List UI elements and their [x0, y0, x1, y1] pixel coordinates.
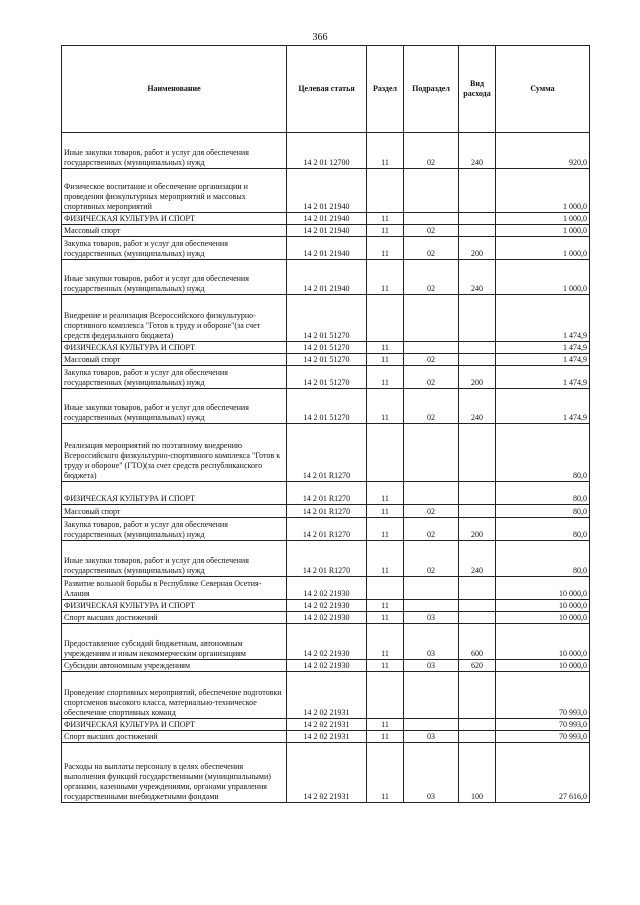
cell-name: Массовый спорт: [62, 225, 287, 237]
cell-expense-type: 240: [459, 541, 496, 577]
table-row: [62, 518, 590, 541]
cell-name: Развитие вольной борьбы в Республике Северная Осетия-Алания: [62, 577, 287, 600]
cell-name: ФИЗИЧЕСКАЯ КУЛЬТУРА И СПОРТ: [62, 719, 287, 731]
cell-section: 11: [367, 482, 404, 505]
cell-name: Проведение спортивных мероприятий, обеспечение подготовки спортсменов высокого класса, материально-техническое обеспечение спортивных команд: [62, 672, 287, 719]
cell-code: 14 2 02 21930: [287, 600, 367, 612]
cell-sum: 1 000,0: [496, 260, 590, 295]
cell-subsection: 02: [404, 225, 459, 237]
cell-expense-type: [459, 342, 496, 354]
cell-section: 11: [367, 366, 404, 389]
cell-section: 11: [367, 342, 404, 354]
cell-code: 14 2 01 R1270: [287, 482, 367, 505]
cell-sum: 80,0: [496, 424, 590, 482]
table-row: [62, 342, 590, 354]
cell-subsection: 03: [404, 612, 459, 624]
cell-name: Спорт высших достижений: [62, 612, 287, 624]
cell-name: Закупка товаров, работ и услуг для обеспечения государственных (муниципальных) нужд: [62, 366, 287, 389]
cell-code: 14 2 01 R1270: [287, 518, 367, 541]
cell-section: 11: [367, 260, 404, 295]
cell-name: Иные закупки товаров, работ и услуг для обеспечения государственных (муниципальных) нужд: [62, 541, 287, 577]
table-row: [62, 424, 590, 482]
cell-section: 11: [367, 719, 404, 731]
cell-sum: 70 993,0: [496, 731, 590, 743]
table-row: [62, 354, 590, 366]
table-row: [62, 600, 590, 612]
table-row: [62, 719, 590, 731]
cell-expense-type: 600: [459, 624, 496, 660]
cell-sum: 1 474,9: [496, 342, 590, 354]
cell-sum: 80,0: [496, 518, 590, 541]
cell-code: 14 2 01 51270: [287, 389, 367, 424]
cell-code: 14 2 01 51270: [287, 295, 367, 342]
cell-code: 14 2 02 21930: [287, 612, 367, 624]
cell-expense-type: [459, 225, 496, 237]
cell-code: 14 2 01 R1270: [287, 541, 367, 577]
cell-section: [367, 295, 404, 342]
cell-name: ФИЗИЧЕСКАЯ КУЛЬТУРА И СПОРТ: [62, 213, 287, 225]
cell-code: 14 2 01 51270: [287, 354, 367, 366]
cell-subsection: 03: [404, 731, 459, 743]
cell-code: 14 2 01 R1270: [287, 424, 367, 482]
cell-section: 11: [367, 541, 404, 577]
cell-subsection: 02: [404, 133, 459, 169]
cell-code: 14 2 02 21931: [287, 743, 367, 803]
cell-section: [367, 169, 404, 213]
cell-subsection: [404, 169, 459, 213]
cell-section: 11: [367, 133, 404, 169]
cell-name: Массовый спорт: [62, 505, 287, 518]
cell-code: 14 2 02 21931: [287, 672, 367, 719]
cell-name: Предоставление субсидий бюджетным, автономным учреждениям и иным некоммерческим организациям: [62, 624, 287, 660]
cell-code: 14 2 01 21940: [287, 260, 367, 295]
cell-expense-type: [459, 505, 496, 518]
cell-section: 11: [367, 600, 404, 612]
cell-section: 11: [367, 225, 404, 237]
cell-sum: 1 000,0: [496, 237, 590, 260]
cell-sum: 70 993,0: [496, 719, 590, 731]
cell-code: 14 2 01 51270: [287, 366, 367, 389]
table-row: [62, 660, 590, 672]
cell-code: 14 2 01 51270: [287, 342, 367, 354]
cell-section: 11: [367, 213, 404, 225]
table-header-row: [62, 46, 590, 133]
cell-expense-type: [459, 600, 496, 612]
cell-section: [367, 577, 404, 600]
table-body: [62, 133, 590, 803]
table-row: [62, 624, 590, 660]
cell-section: 11: [367, 660, 404, 672]
cell-sum: 10 000,0: [496, 612, 590, 624]
cell-subsection: [404, 719, 459, 731]
cell-expense-type: [459, 731, 496, 743]
cell-name: Реализация мероприятий по поэтапному внедрению Всероссийского физкультурно-спортивного комплекса "Готов к труду и обороне" (ГТО)(за счет средств республиканского бюджета): [62, 424, 287, 482]
cell-subsection: 02: [404, 366, 459, 389]
cell-code: 14 2 01 21940: [287, 169, 367, 213]
cell-name: Расходы на выплаты персоналу в целях обеспечения выполнения функций государственными (муниципальными) органами, казенными учреждениями, органами управления государственными внебюджетными фондами: [62, 743, 287, 803]
cell-expense-type: 620: [459, 660, 496, 672]
cell-name: Закупка товаров, работ и услуг для обеспечения государственных (муниципальных) нужд: [62, 518, 287, 541]
cell-sum: 10 000,0: [496, 624, 590, 660]
cell-subsection: 02: [404, 518, 459, 541]
cell-sum: 1 474,9: [496, 295, 590, 342]
cell-section: 11: [367, 237, 404, 260]
cell-expense-type: [459, 424, 496, 482]
cell-sum: 10 000,0: [496, 577, 590, 600]
cell-code: 14 2 01 12700: [287, 133, 367, 169]
cell-name: Иные закупки товаров, работ и услуг для обеспечения государственных (муниципальных) нужд: [62, 389, 287, 424]
cell-sum: 1 000,0: [496, 169, 590, 213]
header-subsection: Подраздел: [404, 46, 459, 133]
header-section: Раздел: [367, 46, 404, 133]
cell-name: ФИЗИЧЕСКАЯ КУЛЬТУРА И СПОРТ: [62, 600, 287, 612]
cell-name: Спорт высших достижений: [62, 731, 287, 743]
table-row: [62, 295, 590, 342]
cell-subsection: 02: [404, 505, 459, 518]
cell-name: Массовый спорт: [62, 354, 287, 366]
table-row: [62, 366, 590, 389]
cell-sum: 80,0: [496, 541, 590, 577]
cell-subsection: 02: [404, 260, 459, 295]
table-row: [62, 505, 590, 518]
cell-expense-type: [459, 612, 496, 624]
table-row: [62, 577, 590, 600]
cell-section: 11: [367, 612, 404, 624]
cell-subsection: [404, 213, 459, 225]
cell-sum: 1 474,9: [496, 354, 590, 366]
cell-section: [367, 672, 404, 719]
cell-section: 11: [367, 505, 404, 518]
cell-sum: 80,0: [496, 482, 590, 505]
cell-expense-type: 240: [459, 389, 496, 424]
cell-subsection: 03: [404, 743, 459, 803]
cell-subsection: [404, 600, 459, 612]
budget-table: [61, 45, 590, 803]
cell-name: ФИЗИЧЕСКАЯ КУЛЬТУРА И СПОРТ: [62, 342, 287, 354]
cell-subsection: [404, 672, 459, 719]
cell-code: 14 2 02 21930: [287, 577, 367, 600]
cell-expense-type: [459, 719, 496, 731]
cell-code: 14 2 01 21940: [287, 225, 367, 237]
cell-name: Физическое воспитание и обеспечение организации и проведения физкультурных мероприятий и массовых спортивных мероприятий: [62, 169, 287, 213]
cell-section: 11: [367, 518, 404, 541]
cell-expense-type: 240: [459, 133, 496, 169]
cell-expense-type: [459, 295, 496, 342]
cell-subsection: 02: [404, 354, 459, 366]
table-row: [62, 672, 590, 719]
table-row: [62, 731, 590, 743]
cell-expense-type: [459, 213, 496, 225]
cell-section: 11: [367, 743, 404, 803]
cell-subsection: 03: [404, 660, 459, 672]
cell-expense-type: [459, 577, 496, 600]
cell-name: Иные закупки товаров, работ и услуг для обеспечения государственных (муниципальных) нужд: [62, 133, 287, 169]
table-row: [62, 260, 590, 295]
cell-subsection: 02: [404, 237, 459, 260]
cell-sum: 1 000,0: [496, 225, 590, 237]
cell-sum: 1 000,0: [496, 213, 590, 225]
cell-subsection: [404, 295, 459, 342]
cell-expense-type: [459, 672, 496, 719]
cell-code: 14 2 02 21930: [287, 660, 367, 672]
table-row: [62, 482, 590, 505]
cell-section: 11: [367, 389, 404, 424]
table-row: [62, 743, 590, 803]
table-row: [62, 225, 590, 237]
page-number: 366: [312, 32, 328, 43]
cell-expense-type: 100: [459, 743, 496, 803]
cell-subsection: [404, 577, 459, 600]
cell-name: Закупка товаров, работ и услуг для обеспечения государственных (муниципальных) нужд: [62, 237, 287, 260]
cell-expense-type: 200: [459, 237, 496, 260]
cell-sum: 920,0: [496, 133, 590, 169]
cell-code: 14 2 02 21931: [287, 719, 367, 731]
table-row: [62, 213, 590, 225]
cell-code: 14 2 02 21931: [287, 731, 367, 743]
cell-code: 14 2 02 21930: [287, 624, 367, 660]
cell-name: Внедрение и реализация Всероссийского физкультурно-спортивного комплекса "Готов к труду и обороне"(за счет средств федерального бюджета): [62, 295, 287, 342]
cell-code: 14 2 01 R1270: [287, 505, 367, 518]
cell-sum: 1 474,9: [496, 389, 590, 424]
cell-sum: 27 616,0: [496, 743, 590, 803]
header-code: Целевая статья: [287, 46, 367, 133]
cell-expense-type: [459, 169, 496, 213]
table-row: [62, 389, 590, 424]
cell-expense-type: 200: [459, 518, 496, 541]
cell-code: 14 2 01 21940: [287, 237, 367, 260]
cell-expense-type: 200: [459, 366, 496, 389]
table-row: [62, 133, 590, 169]
cell-subsection: 03: [404, 624, 459, 660]
table-row: [62, 612, 590, 624]
cell-sum: 10 000,0: [496, 660, 590, 672]
cell-code: 14 2 01 21940: [287, 213, 367, 225]
cell-sum: 80,0: [496, 505, 590, 518]
table-row: [62, 541, 590, 577]
table-row: [62, 237, 590, 260]
cell-subsection: [404, 482, 459, 505]
cell-section: 11: [367, 731, 404, 743]
cell-subsection: [404, 342, 459, 354]
cell-sum: 10 000,0: [496, 600, 590, 612]
cell-name: ФИЗИЧЕСКАЯ КУЛЬТУРА И СПОРТ: [62, 482, 287, 505]
cell-subsection: 02: [404, 389, 459, 424]
cell-sum: 70 993,0: [496, 672, 590, 719]
cell-section: 11: [367, 624, 404, 660]
header-name: Наименование: [62, 46, 287, 133]
cell-name: Субсидии автономным учреждениям: [62, 660, 287, 672]
cell-sum: 1 474,9: [496, 366, 590, 389]
cell-name: Иные закупки товаров, работ и услуг для обеспечения государственных (муниципальных) нужд: [62, 260, 287, 295]
cell-subsection: [404, 424, 459, 482]
header-sum: Сумма: [496, 46, 590, 133]
cell-section: [367, 424, 404, 482]
table-row: [62, 169, 590, 213]
cell-expense-type: [459, 354, 496, 366]
cell-subsection: 02: [404, 541, 459, 577]
header-expense-type: Вид расхода: [459, 46, 496, 133]
cell-expense-type: 240: [459, 260, 496, 295]
cell-section: 11: [367, 354, 404, 366]
cell-expense-type: [459, 482, 496, 505]
